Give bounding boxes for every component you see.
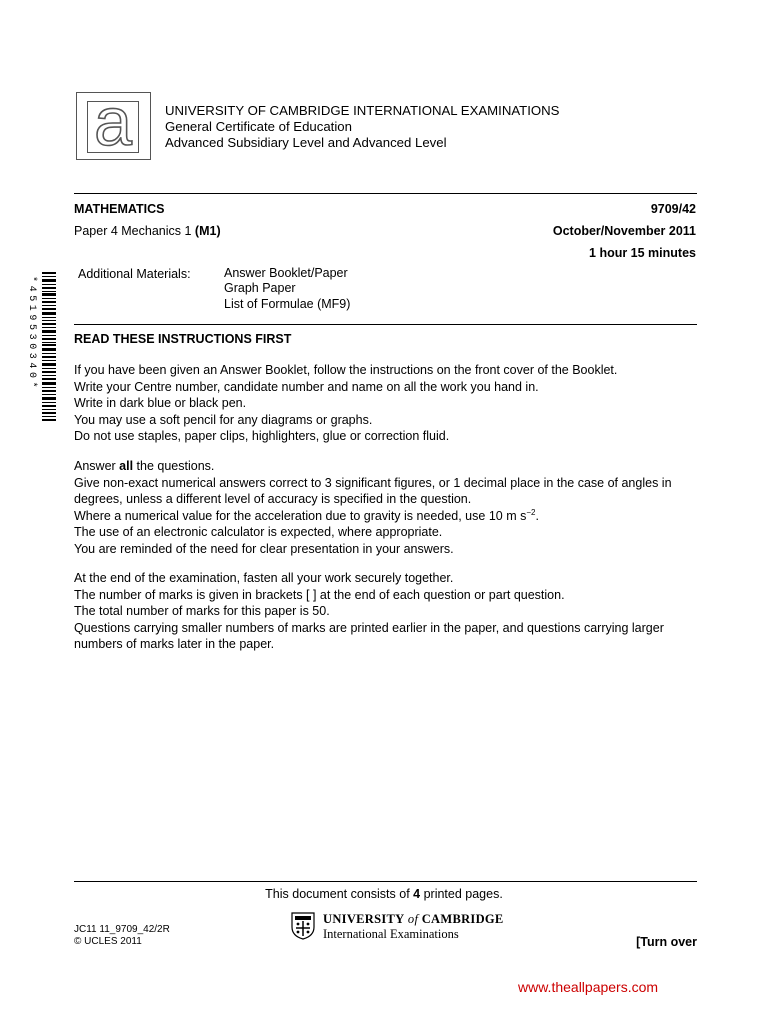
gravity-pre: Where a numerical value for the acceleration due to gravity is needed, use 10 m s xyxy=(74,508,527,523)
wordmark-of: of xyxy=(404,912,422,926)
answer-post: the questions. xyxy=(133,459,215,473)
instruction-line: The use of an electronic calculator is expected, where appropriate. xyxy=(74,525,443,540)
cie-logo xyxy=(76,84,151,160)
instruction-line: If you have been given an Answer Booklet, follow the instructions on the front cover of the Booklet. xyxy=(74,363,618,377)
header-divider xyxy=(74,193,697,194)
instruction-line: numbers of marks later in the paper. xyxy=(74,637,275,652)
instruction-line: You may use a soft pencil for any diagrams or graphs. xyxy=(74,412,373,427)
logo-letter: a xyxy=(94,84,132,160)
page-count-pre: This document consists of xyxy=(265,887,414,901)
instruction-line: The total number of marks for this paper is 50. xyxy=(74,604,330,619)
instruction-line: Do not use staples, paper clips, highlighters, glue or correction fluid. xyxy=(74,429,450,444)
barcode-text: *4519530340* xyxy=(26,276,37,392)
paper-code: 9709/42 xyxy=(650,202,696,216)
instruction-line: Write your Centre number, candidate number and name on all the work you hand in. xyxy=(74,379,539,394)
instructions-divider xyxy=(74,324,697,325)
subject-title: MATHEMATICS xyxy=(74,202,165,216)
document-reference xyxy=(74,924,170,948)
instructions-block-3 xyxy=(74,570,664,653)
instruction-line: Write in dark blue or black pen. xyxy=(74,396,247,411)
material-item: Answer Booklet/Paper xyxy=(224,266,348,280)
wordmark-cambridge: CAMBRIDGE xyxy=(421,912,504,926)
footer-divider xyxy=(74,881,697,882)
instruction-line: The number of marks is given in brackets [ ] at the end of each question or part question. xyxy=(74,587,565,602)
materials-label: Additional Materials: xyxy=(78,267,191,281)
cambridge-crest-icon xyxy=(291,912,315,940)
reference-code: JC11 11_9709_42/2R xyxy=(74,924,170,935)
gravity-exponent: −2 xyxy=(526,507,536,517)
page-count-post: printed pages. xyxy=(420,887,503,901)
instructions-block-1 xyxy=(74,362,617,445)
answer-bold: all xyxy=(119,459,134,473)
material-item: List of Formulae (MF9) xyxy=(224,296,351,311)
paper-short: (M1) xyxy=(194,224,221,238)
instruction-line: degrees, unless a different level of accuracy is specified in the question. xyxy=(74,492,472,507)
exam-duration: 1 hour 15 minutes xyxy=(589,246,696,260)
exam-session: October/November 2011 xyxy=(552,224,696,238)
page-count-number: 4 xyxy=(413,887,421,901)
turn-over: [Turn over xyxy=(636,935,697,949)
certificate-name: General Certificate of Education xyxy=(165,119,352,135)
exam-board-header xyxy=(165,103,559,152)
gravity-line xyxy=(74,508,672,525)
wordmark-university: UNIVERSITY xyxy=(323,912,405,926)
materials-list xyxy=(224,266,350,312)
answer-all-line xyxy=(74,458,672,475)
exam-board-name: UNIVERSITY OF CAMBRIDGE INTERNATIONAL EXAMINATIONS xyxy=(165,103,560,118)
instruction-line: You are reminded of the need for clear presentation in your answers. xyxy=(74,541,454,556)
instruction-line: At the end of the examination, fasten all your work securely together. xyxy=(74,571,454,585)
gravity-post: . xyxy=(535,508,539,523)
website-link[interactable]: www.theallpapers.com xyxy=(518,979,659,995)
instructions-block-2 xyxy=(74,458,672,558)
paper-name: Paper 4 Mechanics 1 xyxy=(74,224,192,238)
instruction-line: Give non-exact numerical answers correct to 3 significant figures, or 1 decimal place in the case of angles in xyxy=(74,475,672,490)
instructions-heading: READ THESE INSTRUCTIONS FIRST xyxy=(74,332,292,346)
answer-pre: Answer xyxy=(74,459,120,473)
copyright: © UCLES 2011 xyxy=(74,936,142,947)
material-item: Graph Paper xyxy=(224,281,296,296)
page-count xyxy=(0,886,768,903)
cambridge-wordmark xyxy=(323,912,504,927)
cambridge-subtitle: International Examinations xyxy=(323,927,459,941)
level-name: Advanced Subsidiary Level and Advanced Level xyxy=(165,135,447,151)
paper-title xyxy=(74,223,221,240)
instruction-line: Questions carrying smaller numbers of marks are printed earlier in the paper, and questions carrying larger xyxy=(74,620,664,635)
